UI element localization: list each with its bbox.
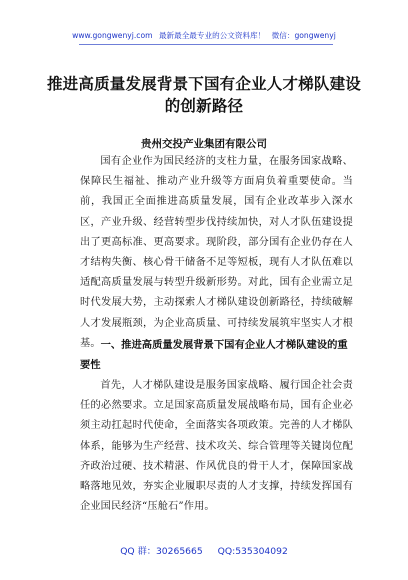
header-divider — [79, 44, 333, 45]
section-heading-1: 一、推进高质量发展背景下国有企业人才梯队建设的重要性 — [80, 339, 348, 371]
site-footer — [0, 543, 408, 557]
qq-group-number: QQ 群：30265665 — [120, 546, 203, 557]
qq-number: QQ:535304092 — [217, 546, 288, 557]
company-name: 贵州交投产业集团有限公司 — [141, 138, 267, 150]
site-header — [0, 30, 408, 41]
body-paragraph-2: 首先，人才梯队建设是服务国家战略、履行国企社会责任的必然要求。立足国家高质量发展战略布局，国有企业必须主动扛起时代使命，全面落实各项政策。完善的人才梯队体系，能够为生产经营、技术攻关、综合管理等关键岗位配齐政治过硬、技术精湛、作风优良的骨干人才，保障国家战略落地见效，夯实企业履职尽责的人才支撑，持续发挥国有企业国民经济“压舱石”作用。 — [80, 380, 353, 513]
document-title: 推进高质量发展背景下国有企业人才梯队建设的创新路径 — [46, 75, 361, 115]
site-slogan: 最新最全最专业的公文资料库！ — [158, 31, 266, 40]
wechat-id: 微信：gongwenyj — [271, 31, 336, 40]
website-link[interactable]: www.gongwenyj.com — [72, 31, 153, 40]
body-paragraph-1: 国有企业作为国民经济的支柱力量，在服务国家战略、保障民生福祉、推动产业升级等方面肩负着重要使命。当前，我国正全面推进高质量发展，国有企业改革步入深水区，产业升级、经营转型步伐持续加快，对人才队伍建设提出了更高标准、更高要求。现阶段，部分国有企业仍存在人才结构失衡、核心骨干储备不足等短板，现有人才队伍难以适配高质量发展与转型升级新形势。对此，国有企业需立足时代发展大势，主动探索人才梯队建设创新路径，持续破解人才发展瓶颈，为企业高质量、可持续发展筑牢坚实人才根基。 — [80, 156, 353, 349]
